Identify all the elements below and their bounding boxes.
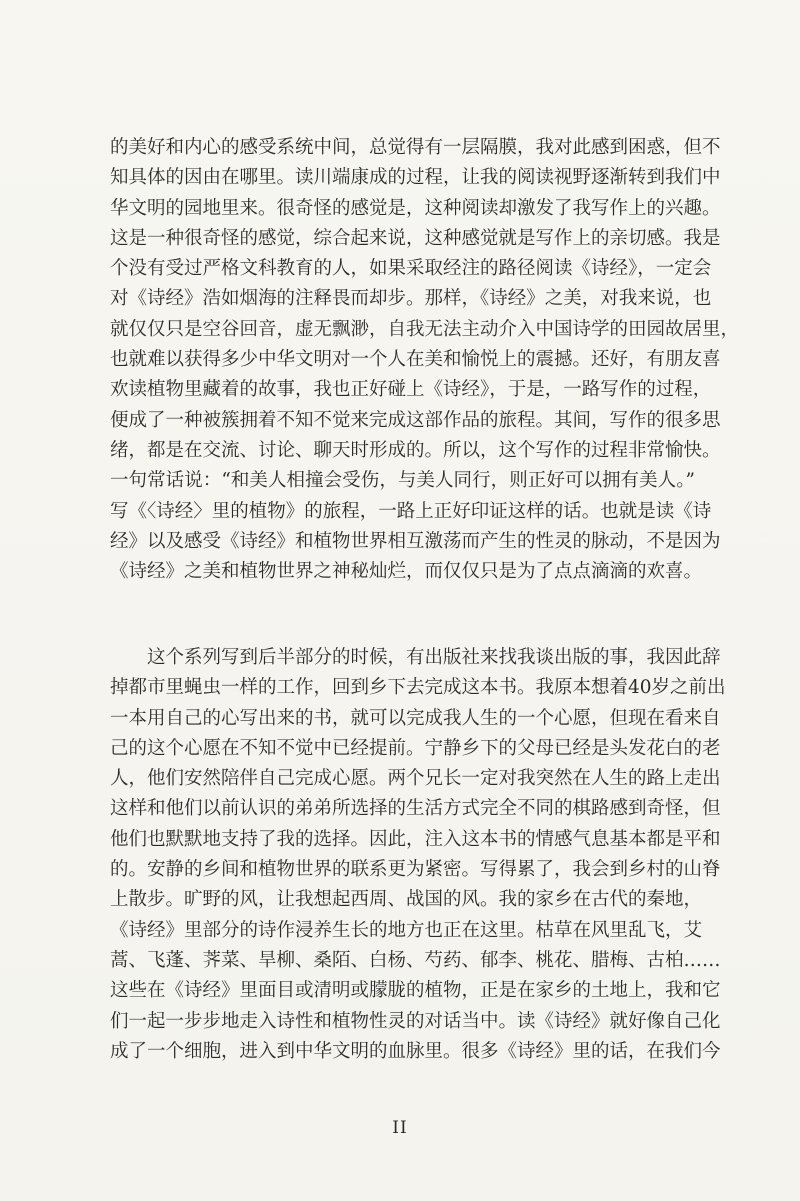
text-line: 这样和他们以前认识的弟弟所选择的生活方式完全不同的棋路感到奇怪，但 xyxy=(110,798,721,820)
text-line: 欢读植物里藏着的故事，我也正好碰上《诗经》，于是，一路写作的过程， xyxy=(110,379,712,401)
text-line: 他们也默默地支持了我的选择。因此，注入这本书的情感气息基本都是平和 xyxy=(110,828,721,850)
text-line: 《诗经》里部分的诗作浸养生长的地方也正在这里。枯草在风里乱飞，艾 xyxy=(110,919,703,941)
text-line: 掉都市里蝇虫一样的工作，回到乡下去完成这本书。我原本想着40岁之前出 xyxy=(110,677,726,699)
text-line: 己的这个心愿在不知不觉中已经提前。宁静乡下的父母已经是头发花白的老 xyxy=(110,737,721,759)
text-line: 这是一种很奇怪的感觉，综合起来说，这种感觉就是写作上的亲切感。我是 xyxy=(110,227,721,249)
text-line: 们一起一步步地走入诗性和植物性灵的对话当中。读《诗经》就好像自己化 xyxy=(110,1010,721,1032)
text-line: 知具体的因由在哪里。读川端康成的过程，让我的阅读视野逐渐转到我们中 xyxy=(110,167,721,189)
text-line: 的。安静的乡间和植物世界的联系更为紧密。写得累了，我会到乡村的山脊 xyxy=(110,859,721,881)
text-line: 人，他们安然陪伴自己完成心愿。两个兄长一定对我突然在人生的路上走出 xyxy=(110,768,721,790)
text-line: 就仅仅只是空谷回音，虚无飘渺，自我无法主动介入中国诗学的田园故居里， xyxy=(110,318,740,340)
text-line: 蒿、飞蓬、荠菜、旱柳、桑陌、白杨、芍药、郁李、桃花、腊梅、古柏…… xyxy=(110,949,721,971)
text-line: 个没有受过严格文科教育的人，如果采取经注的路径阅读《诗经》，一定会 xyxy=(110,258,712,280)
text-line: 绪，都是在交流、讨论、聊天时形成的。所以，这个写作的过程非常愉快。 xyxy=(110,439,721,461)
text-line: 一本用自己的心写出来的书，就可以完成我人生的一个心愿，但现在看来自 xyxy=(110,707,721,729)
text-line: 经》以及感受《诗经》和植物世界相互激荡而产生的性灵的脉动，不是因为 xyxy=(110,530,721,552)
text-line: 一句常话说：“和美人相撞会受伤，与美人同行，则正好可以拥有美人。” xyxy=(110,470,695,492)
text-line: 《诗经》之美和植物世界之神秘灿烂，而仅仅只是为了点点滴滴的欢喜。 xyxy=(110,561,703,583)
paragraph-1 xyxy=(110,133,740,587)
text-line: 华文明的园地里来。很奇怪的感觉是，这种阅读却激发了我写作上的兴趣。 xyxy=(110,197,721,219)
text-line: 上散步。旷野的风，让我想起西周、战国的风。我的家乡在古代的秦地， xyxy=(110,889,703,911)
text-line: 写《〈诗经〉里的植物》的旅程，一路上正好印证这样的话。也就是读《诗 xyxy=(110,500,712,522)
text-line: 的美好和内心的感受系统中间，总觉得有一层隔膜，我对此感到困惑，但不 xyxy=(110,137,721,158)
text-line: 也就难以获得多少中华文明对一个人在美和愉悦上的震撼。还好，有朋友喜 xyxy=(110,349,721,371)
paragraph-2 xyxy=(110,643,726,1067)
text-line: 对《诗经》浩如烟海的注释畏而却步。那样，《诗经》之美，对我来说，也 xyxy=(110,288,712,310)
text-line: 便成了一种被簇拥着不知不觉来完成这部作品的旅程。其间，写作的很多思 xyxy=(110,409,721,431)
text-line: 成了一个细胞，进入到中华文明的血脉里。很多《诗经》里的话，在我们今 xyxy=(110,1040,721,1062)
page-number: II xyxy=(392,1118,408,1138)
text-line: 这些在《诗经》里面目或清明或朦胧的植物，正是在家乡的土地上，我和它 xyxy=(110,980,721,1002)
text-line: 这个系列写到后半部分的时候，有出版社来找我谈出版的事，我因此辞 xyxy=(147,647,721,668)
